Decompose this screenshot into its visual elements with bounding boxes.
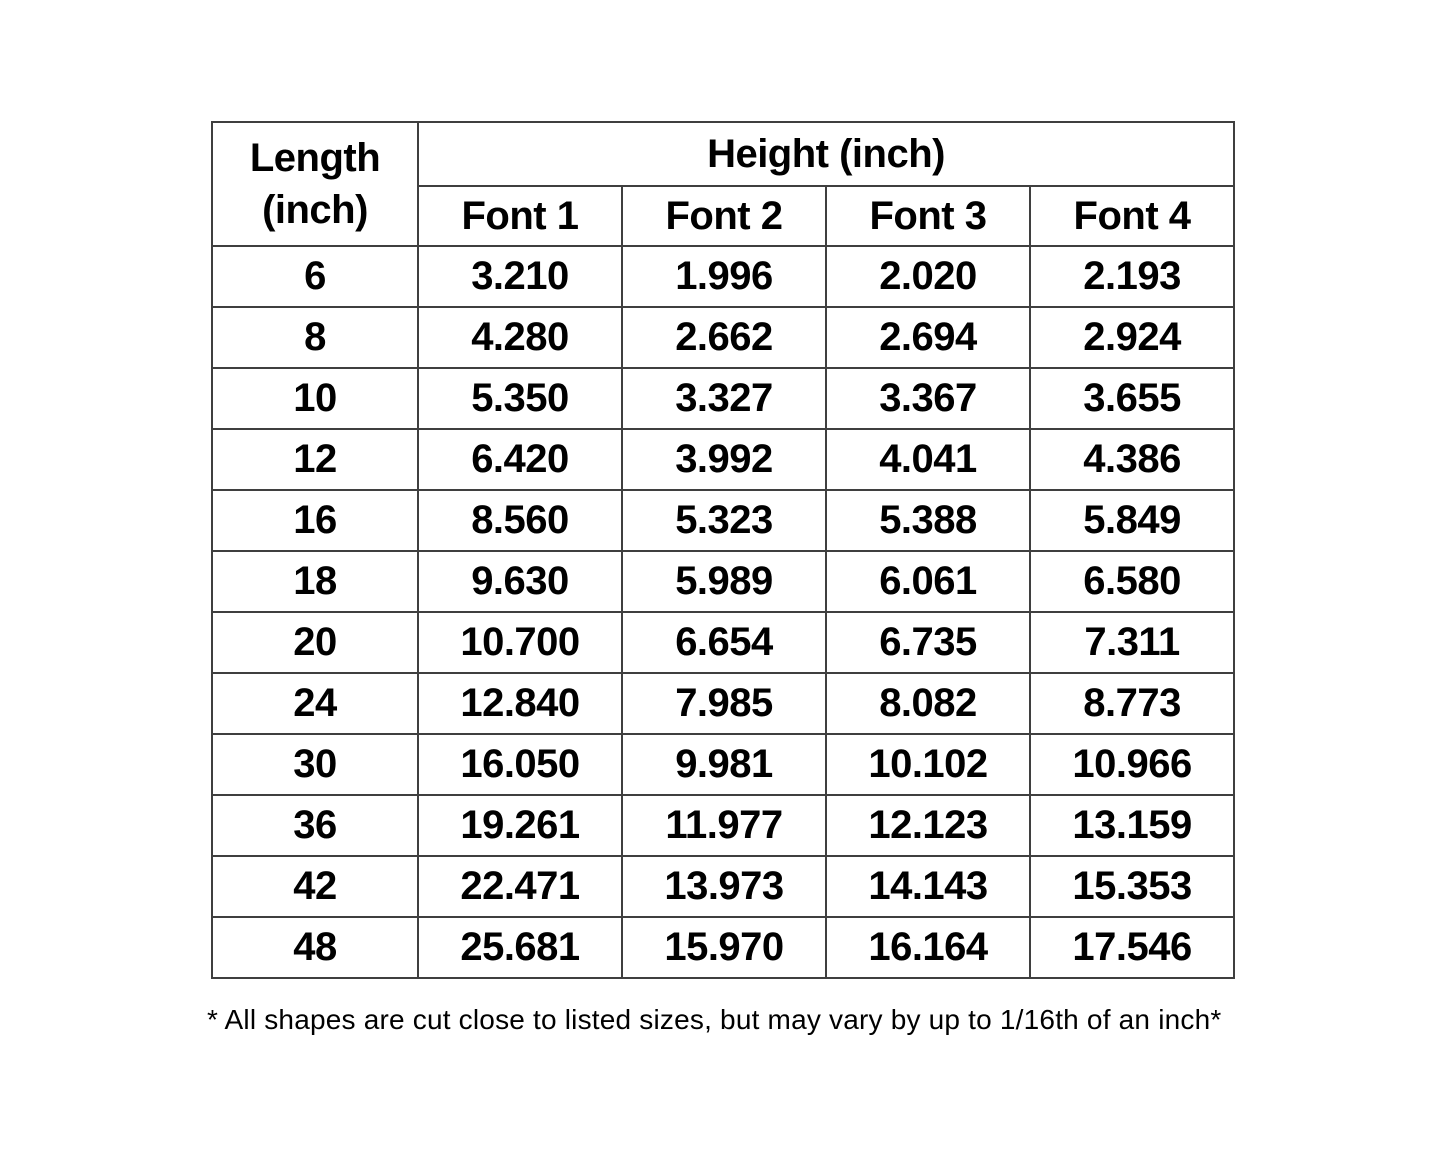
- height-cell: 6.654: [622, 612, 826, 673]
- height-cell: 16.050: [418, 734, 622, 795]
- height-cell: 8.082: [826, 673, 1030, 734]
- height-cell: 7.985: [622, 673, 826, 734]
- height-cell: 12.123: [826, 795, 1030, 856]
- height-cell: 8.773: [1030, 673, 1234, 734]
- table-row: [212, 856, 1234, 917]
- height-cell: 9.981: [622, 734, 826, 795]
- height-cell: 3.327: [622, 368, 826, 429]
- height-cell: 15.970: [622, 917, 826, 978]
- height-cell: 25.681: [418, 917, 622, 978]
- table-body: [212, 246, 1234, 978]
- length-cell: 6: [212, 246, 418, 307]
- height-cell: 3.367: [826, 368, 1030, 429]
- height-cell: 2.694: [826, 307, 1030, 368]
- height-cell: 3.655: [1030, 368, 1234, 429]
- table-row: [212, 246, 1234, 307]
- height-cell: 10.102: [826, 734, 1030, 795]
- length-cell: 24: [212, 673, 418, 734]
- table-row: [212, 795, 1234, 856]
- height-cell: 16.164: [826, 917, 1030, 978]
- height-cell: 11.977: [622, 795, 826, 856]
- font-4-header: Font 4: [1030, 186, 1234, 246]
- length-column-header: [212, 122, 418, 246]
- length-header-line1: Length: [249, 136, 381, 180]
- height-cell: 5.849: [1030, 490, 1234, 551]
- height-cell: 22.471: [418, 856, 622, 917]
- length-header-line2: (inch): [262, 188, 368, 232]
- font-1-header: Font 1: [418, 186, 622, 246]
- table-row: [212, 917, 1234, 978]
- height-cell: 5.323: [622, 490, 826, 551]
- height-cell: 5.350: [418, 368, 622, 429]
- height-cell: 15.353: [1030, 856, 1234, 917]
- table-row: [212, 368, 1234, 429]
- height-cell: 4.280: [418, 307, 622, 368]
- length-cell: 42: [212, 856, 418, 917]
- table-row: [212, 551, 1234, 612]
- height-cell: 19.261: [418, 795, 622, 856]
- height-cell: 6.420: [418, 429, 622, 490]
- height-cell: 4.041: [826, 429, 1030, 490]
- height-cell: 10.700: [418, 612, 622, 673]
- footnote: * All shapes are cut close to listed sizes, but may vary by up to 1/16th of an inch*: [207, 1004, 1222, 1035]
- height-cell: 5.989: [622, 551, 826, 612]
- length-cell: 10: [212, 368, 418, 429]
- table-row: [212, 673, 1234, 734]
- height-cell: 13.973: [622, 856, 826, 917]
- table-row: [212, 490, 1234, 551]
- length-cell: 12: [212, 429, 418, 490]
- height-cell: 6.735: [826, 612, 1030, 673]
- length-cell: 8: [212, 307, 418, 368]
- height-cell: 1.996: [622, 246, 826, 307]
- height-cell: 13.159: [1030, 795, 1234, 856]
- font-3-header: Font 3: [826, 186, 1030, 246]
- height-cell: 6.061: [826, 551, 1030, 612]
- table-row: [212, 429, 1234, 490]
- length-cell: 30: [212, 734, 418, 795]
- height-cell: 3.992: [622, 429, 826, 490]
- height-cell: 2.193: [1030, 246, 1234, 307]
- length-cell: 16: [212, 490, 418, 551]
- height-cell: 4.386: [1030, 429, 1234, 490]
- length-cell: 36: [212, 795, 418, 856]
- height-cell: 6.580: [1030, 551, 1234, 612]
- height-group-header: Height (inch): [418, 122, 1234, 186]
- height-cell: 17.546: [1030, 917, 1234, 978]
- height-cell: 7.311: [1030, 612, 1234, 673]
- height-cell: 3.210: [418, 246, 622, 307]
- table-row: [212, 307, 1234, 368]
- font-2-header: Font 2: [622, 186, 826, 246]
- table-row: [212, 734, 1234, 795]
- height-cell: 10.966: [1030, 734, 1234, 795]
- height-cell: 9.630: [418, 551, 622, 612]
- height-cell: 12.840: [418, 673, 622, 734]
- height-cell: 14.143: [826, 856, 1030, 917]
- height-cell: 5.388: [826, 490, 1030, 551]
- height-cell: 2.662: [622, 307, 826, 368]
- size-chart-table: [211, 121, 1235, 979]
- length-cell: 18: [212, 551, 418, 612]
- height-cell: 8.560: [418, 490, 622, 551]
- length-cell: 20: [212, 612, 418, 673]
- height-cell: 2.924: [1030, 307, 1234, 368]
- group-header-row: [212, 122, 1234, 186]
- length-cell: 48: [212, 917, 418, 978]
- table-row: [212, 612, 1234, 673]
- height-cell: 2.020: [826, 246, 1030, 307]
